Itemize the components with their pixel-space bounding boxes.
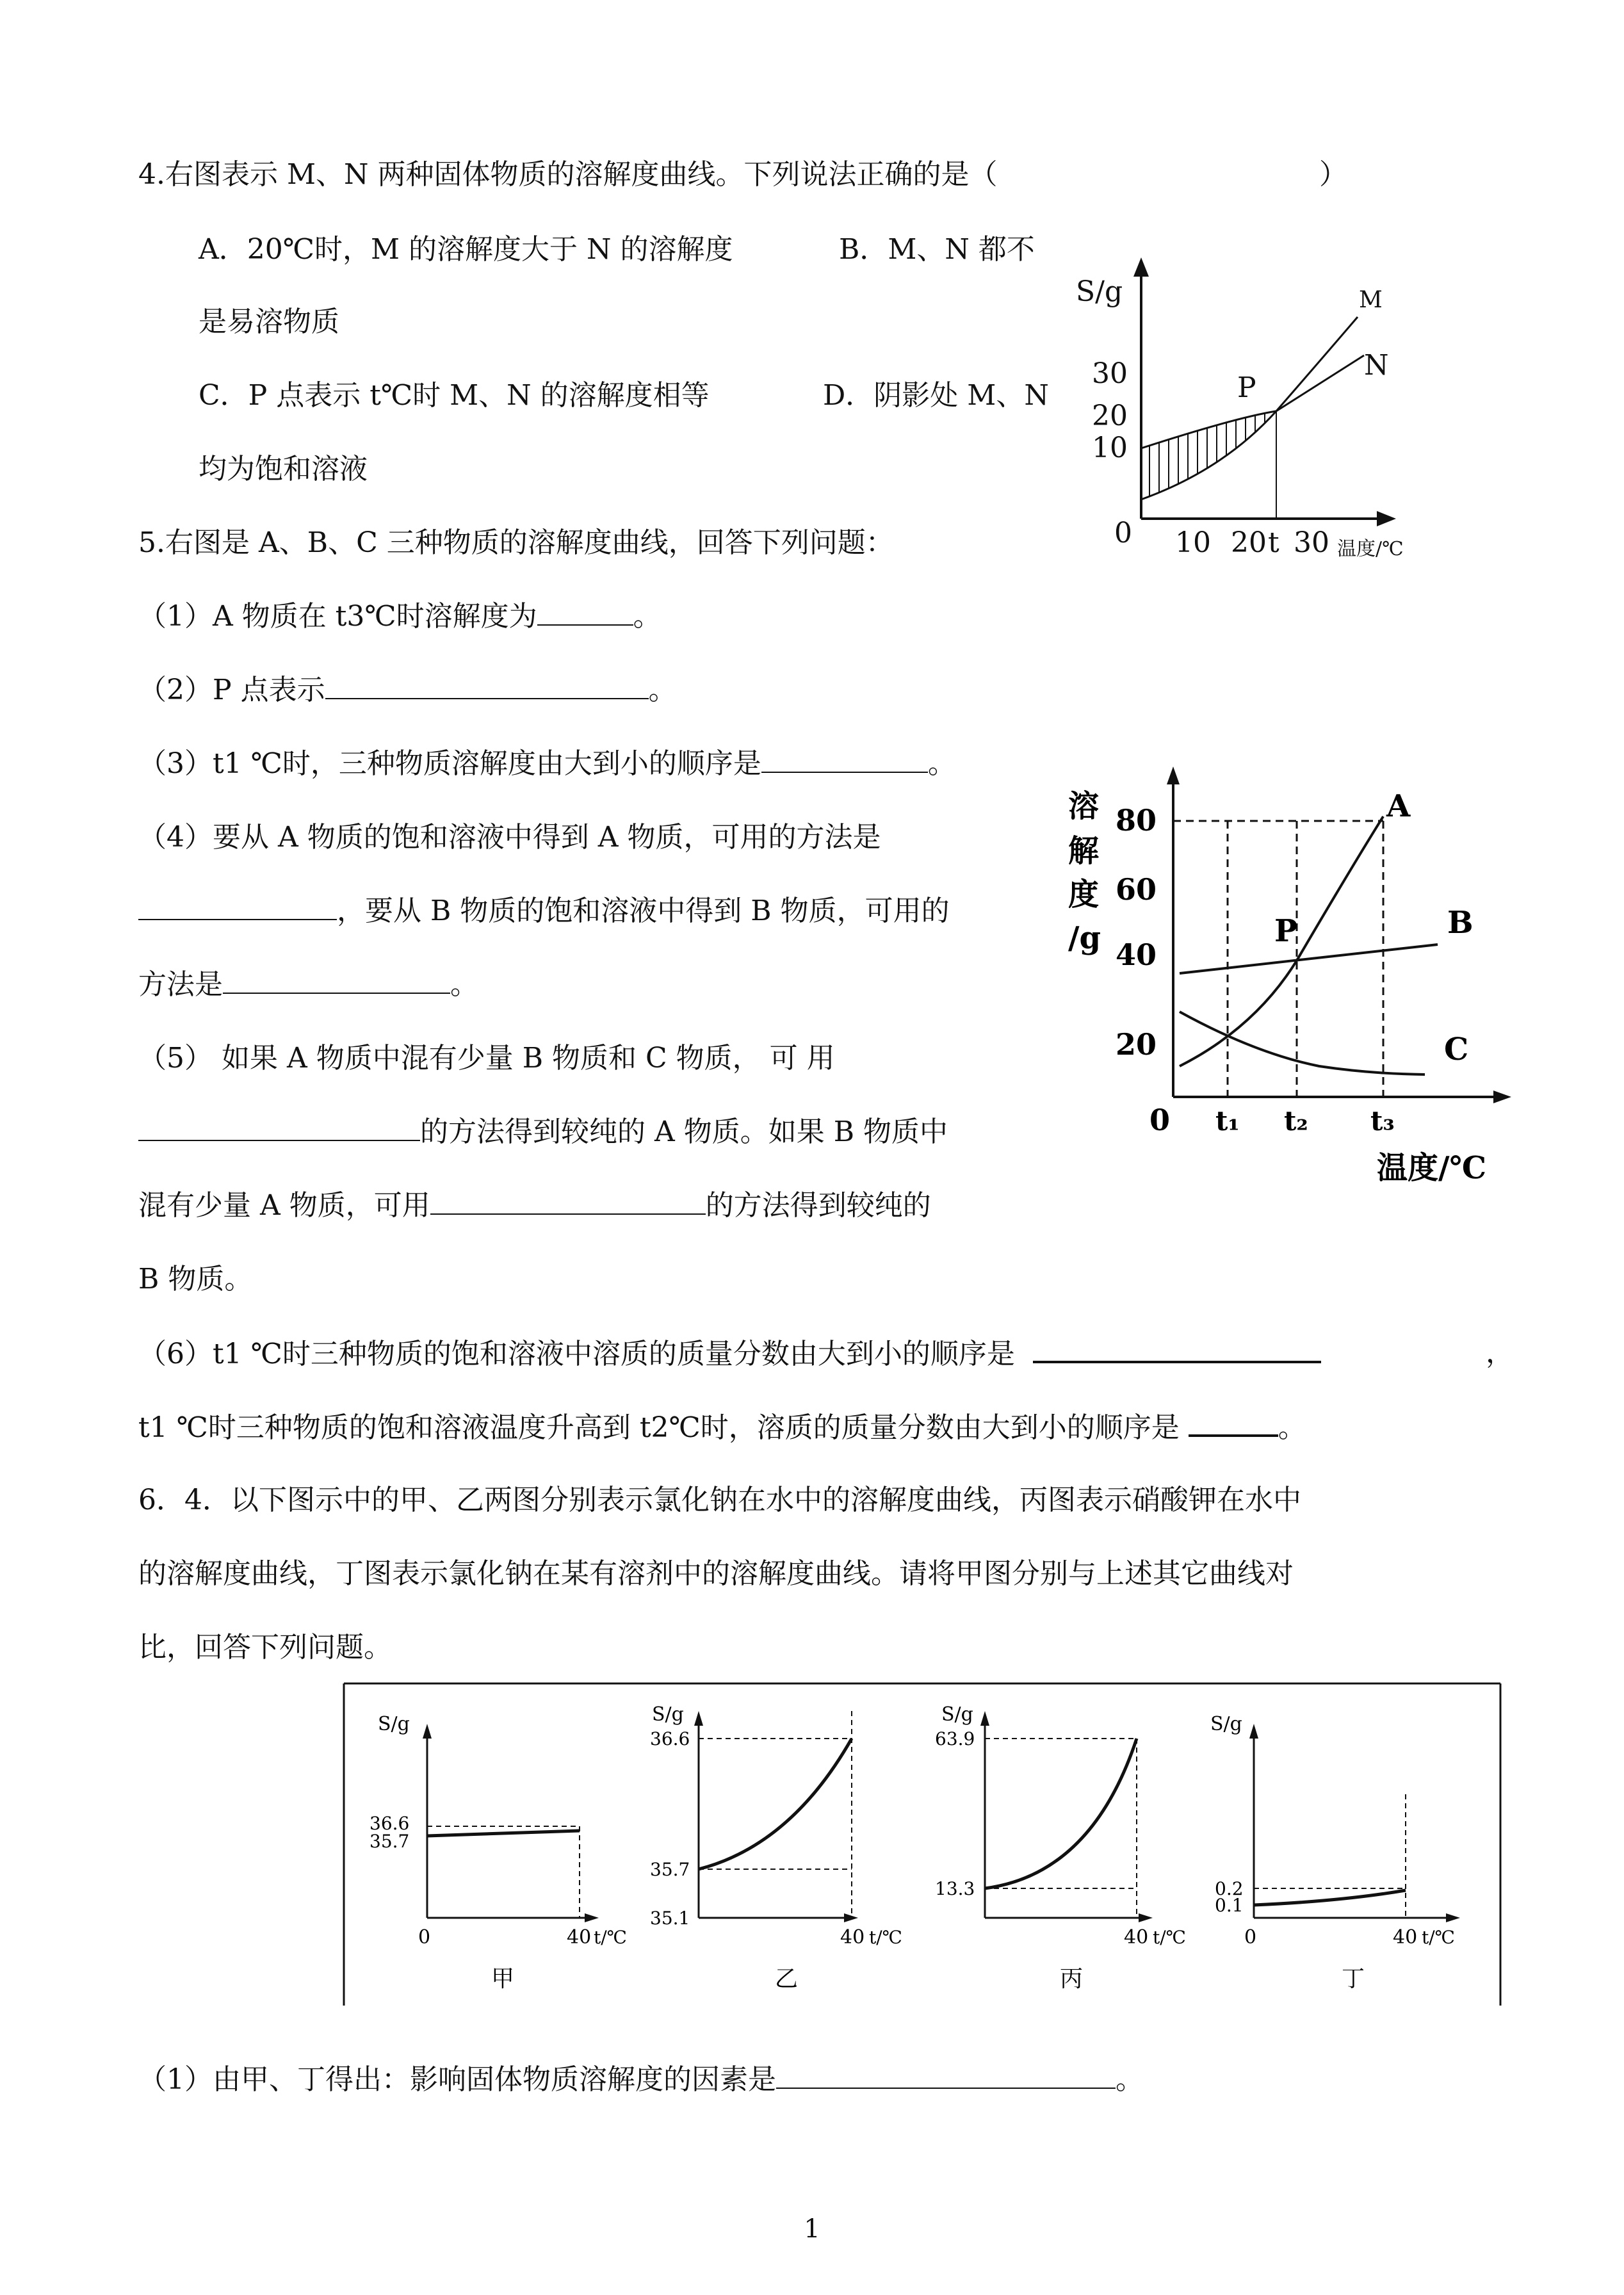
q5-label-p: P	[1274, 913, 1298, 949]
q6-jia-x1: 40	[567, 1926, 592, 1949]
q4-label-n: N	[1364, 349, 1389, 382]
q5-subq4-text-b: ，要从 B 物质的饱和溶液中得到 B 物质，可用的	[337, 895, 950, 927]
q6-yi-name: 乙	[775, 1966, 799, 1992]
q5-subq6-line1	[138, 1335, 1321, 1372]
q6-panel-bing	[935, 1703, 1186, 1992]
q6-subq1-blank[interactable]	[776, 2062, 1116, 2089]
q6-ding-name: 丁	[1342, 1966, 1365, 1992]
q4-ytick-20: 20	[1092, 400, 1128, 432]
q5-subq5-line3	[138, 1188, 931, 1224]
q5-xlabel: 温度/℃	[1377, 1150, 1487, 1186]
q6-stem-line2: 的溶解度曲线，丁图表示氯化钠在某有溶剂中的溶解度曲线。请将甲图分别与上述其它曲线对	[138, 1557, 1294, 1590]
q6-jia-xlabel: t/℃	[594, 1927, 628, 1948]
q5-solubility-figure	[1063, 759, 1524, 1201]
q6-jia-ytick-2: 35.7	[369, 1831, 410, 1852]
q6-panels-figure	[343, 1682, 1502, 2006]
q5-ytick-60: 60	[1116, 872, 1157, 907]
q5-ytick-20: 20	[1116, 1027, 1157, 1062]
q5-subq5-blank-b[interactable]	[430, 1188, 706, 1215]
q5-label-c: C	[1444, 1032, 1469, 1067]
q6-yi-ytick-2: 35.7	[650, 1859, 690, 1880]
q4-curve-m	[1141, 317, 1358, 499]
q4-option-a: A．20℃时，M 的溶解度大于 N 的溶解度	[199, 233, 733, 266]
q4-stem-line	[138, 157, 998, 193]
q4-xtick-30: 30	[1294, 526, 1329, 559]
q5-curve-b	[1180, 945, 1438, 973]
q5-ylabel-char4: /g	[1068, 920, 1101, 956]
q5-subq6-text-c: t1 ℃时三种物质的饱和溶液温度升高到 t2℃时，溶质的质量分数由大到小的顺序是	[138, 1411, 1180, 1444]
q5-subq3-end: 。	[927, 747, 956, 780]
q4-x-axis-arrow	[1377, 511, 1396, 526]
q4-xtick-10: 10	[1175, 526, 1211, 559]
q6-ding-x1: 40	[1393, 1926, 1418, 1949]
q5-subq5-text-d: 的方法得到较纯的	[705, 1189, 931, 1222]
q6-yi-x1: 40	[840, 1926, 865, 1949]
q5-subq6-comma: ，	[1486, 1336, 1514, 1369]
q6-jia-ylabel: S/g	[378, 1713, 410, 1735]
q5-subq2-end: 。	[648, 674, 677, 706]
q5-subq6-text-a: （6）t1 ℃时三种物质的饱和溶液中溶质的质量分数由大到小的顺序是	[138, 1338, 1015, 1370]
q4-xtick-t: t	[1268, 526, 1279, 559]
q5-subq5-text-b: 的方法得到较纯的 A 物质。如果 B 物质中	[420, 1115, 948, 1148]
q5-ytick-80: 80	[1116, 803, 1157, 838]
q5-xtick-t3: t₃	[1370, 1105, 1395, 1137]
q4-stem-close: ）	[1319, 158, 1347, 191]
page-number: 1	[804, 2214, 820, 2244]
q5-ylabel-char1: 溶	[1068, 788, 1100, 824]
q5-xtick-t1: t₁	[1215, 1105, 1240, 1137]
q5-ylabel-char3: 度	[1068, 877, 1100, 912]
q6-stem-line1: 6．4．以下图示中的甲、乙两图分别表示氯化钠在水中的溶解度曲线，丙图表示硝酸钾在水中	[138, 1484, 1301, 1516]
q6-jia-ytick-1: 36.6	[369, 1813, 410, 1834]
q4-option-d-part1: D．阴影处 M、N	[823, 379, 1049, 412]
q4-option-b-part1: B．M、N 都不	[839, 233, 1035, 266]
q4-solubility-figure	[1063, 243, 1447, 576]
q5-subq3-blank[interactable]	[761, 746, 928, 773]
q4-stem: 4.右图表示 M、N 两种固体物质的溶解度曲线。下列说法正确的是（	[138, 158, 998, 191]
q4-label-m: M	[1359, 287, 1383, 313]
q6-panel-ding	[1210, 1713, 1460, 1992]
q6-bing-x1: 40	[1124, 1926, 1149, 1949]
q5-stem: 5.右图是 A、B、C 三种物质的溶解度曲线，回答下列问题：	[138, 526, 894, 559]
q6-bing-name: 丙	[1060, 1966, 1084, 1992]
q5-xtick-0: 0	[1149, 1103, 1171, 1137]
q6-bing-ytick-2: 13.3	[935, 1878, 975, 1899]
q5-subq6-blank-b[interactable]	[1189, 1409, 1278, 1437]
q5-subq2-text: （2）P 点表示	[138, 674, 325, 706]
q6-yi-xlabel: t/℃	[869, 1927, 903, 1948]
q5-subq5-line1: （5） 如果 A 物质中混有少量 B 物质和 C 物质， 可 用	[138, 1042, 835, 1075]
q5-ylabel-char2: 解	[1068, 833, 1100, 869]
q5-x-axis-arrow	[1493, 1091, 1511, 1103]
q5-label-a: A	[1386, 788, 1411, 824]
q5-y-axis-arrow	[1167, 766, 1180, 784]
q5-subq4-line3	[138, 967, 478, 1003]
q5-subq6-line2	[138, 1409, 1306, 1446]
q5-subq4-end: 。	[450, 968, 478, 1001]
q5-ytick-40: 40	[1116, 937, 1157, 972]
q5-subq5-line4: B 物质。	[138, 1263, 253, 1295]
q4-xlabel: 温度/℃	[1337, 538, 1404, 560]
q5-subq6-blank-a[interactable]	[1033, 1335, 1321, 1363]
q5-subq4-text-c: 方法是	[138, 968, 223, 1001]
q4-option-d-part2: 均为饱和溶液	[199, 453, 368, 485]
q6-stem-line3: 比，回答下列问题。	[138, 1631, 392, 1664]
q4-shaded-region	[1149, 403, 1265, 525]
q6-yi-ytick-3: 35.1	[650, 1908, 690, 1929]
q4-option-b-part2: 是易溶物质	[199, 305, 339, 338]
q6-ding-ytick-1: 0.2	[1215, 1878, 1244, 1899]
q6-ding-x0: 0	[1244, 1926, 1257, 1949]
q6-ding-xlabel: t/℃	[1422, 1927, 1456, 1948]
q5-label-b: B	[1447, 905, 1474, 941]
q5-subq3-text: （3）t1 ℃时，三种物质溶解度由大到小的顺序是	[138, 747, 761, 780]
q4-y-axis-arrow	[1133, 257, 1149, 277]
q5-subq5-text-c: 混有少量 A 物质，可用	[138, 1189, 430, 1222]
q4-ytick-10: 10	[1092, 432, 1128, 464]
q6-bing-ylabel: S/g	[941, 1703, 973, 1726]
q5-xtick-t2: t₂	[1284, 1105, 1308, 1137]
q4-label-p: P	[1237, 371, 1256, 404]
q6-ding-ytick-2: 0.1	[1215, 1895, 1244, 1916]
q5-subq6-end: 。	[1278, 1411, 1306, 1444]
q5-subq2	[138, 672, 677, 708]
q6-ding-ylabel: S/g	[1210, 1713, 1242, 1735]
q5-subq3	[138, 746, 956, 782]
q6-jia-x0: 0	[418, 1926, 431, 1949]
q4-option-c: C．P 点表示 t℃时 M、N 的溶解度相等	[199, 379, 710, 412]
q5-subq4-blank-a[interactable]	[138, 893, 337, 920]
q5-subq1-end: 。	[633, 600, 662, 633]
q5-subq1-text: （1）A 物质在 t3℃时溶解度为	[138, 600, 537, 633]
q6-subq1	[138, 2062, 1144, 2098]
q6-panel-jia	[369, 1713, 627, 1992]
q5-subq5-line2	[138, 1114, 948, 1150]
q5-subq5-blank-a[interactable]	[138, 1114, 420, 1141]
q4-ylabel: S/g	[1076, 275, 1123, 308]
q5-subq4-blank-b[interactable]	[223, 967, 450, 994]
q5-subq4-line1: （4）要从 A 物质的饱和溶液中得到 A 物质，可用的方法是	[138, 821, 881, 854]
q4-ytick-30: 30	[1092, 357, 1128, 390]
q5-subq1	[138, 599, 662, 635]
q4-xtick-20: 20	[1231, 526, 1267, 559]
q6-jia-name: 甲	[491, 1966, 515, 1992]
q6-bing-ytick-1: 63.9	[935, 1728, 975, 1749]
q6-yi-ytick-1: 36.6	[650, 1728, 690, 1749]
q6-subq1-end: 。	[1116, 2063, 1144, 2096]
q6-panel-yi	[650, 1703, 902, 1992]
q6-yi-ylabel: S/g	[652, 1703, 684, 1726]
q5-subq1-blank[interactable]	[537, 599, 633, 626]
q4-xtick-0: 0	[1114, 517, 1132, 549]
q5-subq2-blank[interactable]	[325, 672, 649, 699]
q6-bing-xlabel: t/℃	[1153, 1927, 1187, 1948]
q5-subq4-line2	[138, 893, 950, 929]
q6-subq1-text: （1）由甲、丁得出：影响固体物质溶解度的因素是	[138, 2063, 776, 2096]
